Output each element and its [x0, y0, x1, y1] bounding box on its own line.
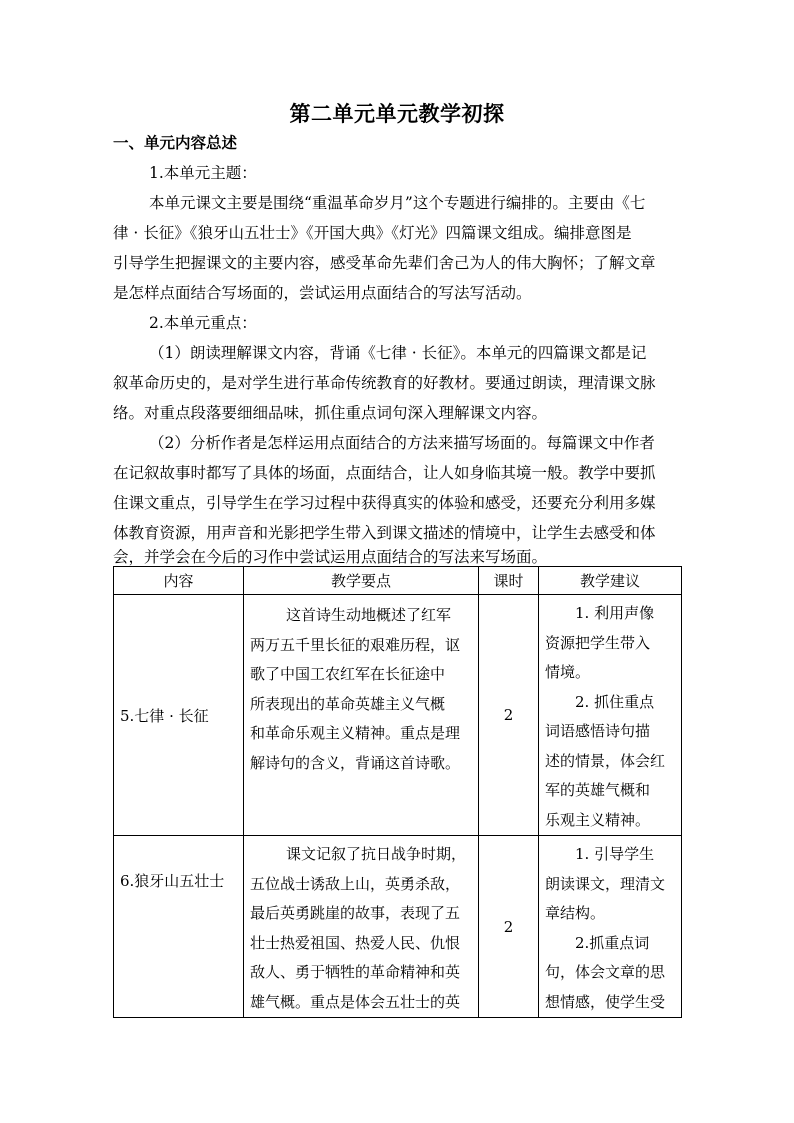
suggestion-line: 2.抓重点词 — [575, 933, 650, 952]
key1-line: 络。对重点段落要细细品味，抓住重点词句深入理解课文内容。 — [113, 404, 548, 422]
table-row — [114, 836, 682, 1018]
page-title: 第二单元单元教学初探 — [289, 101, 505, 126]
points-line: 两万五千里长征的艰难历程，讴 — [250, 635, 461, 654]
suggestion-line: 想情感，使学生受 — [545, 992, 666, 1011]
key2-line: 在记叙故事时都写了具体的场面，点面结合，让人如身临其境一般。教学中要抓 — [113, 464, 656, 482]
key2-line: （2）分析作者是怎样运用点面结合的方法来描写场面的。每篇课文中作者 — [149, 434, 655, 452]
key2-line: 住课文重点，引导学生在学习过程中获得真实的体验和感受，还要充分利用多媒 — [113, 494, 656, 512]
key2-line: 体教育资源，用声音和光影把学生带入到课文描述的情境中，让学生去感受和体 — [113, 524, 656, 542]
points-line: 壮士热爱祖国、热爱人民、仇恨 — [250, 933, 461, 952]
teaching-points — [244, 836, 479, 1018]
suggestion-line: 词语感悟诗句描 — [545, 722, 651, 740]
lesson-hours: 2 — [479, 836, 539, 1018]
points-line: 和革命乐观主义精神。重点是理 — [250, 724, 461, 742]
suggestion-line: 朗读课文，理清文 — [545, 874, 666, 893]
table-header-row — [114, 567, 682, 595]
suggestion-line: 句，体会文章的思 — [545, 963, 666, 981]
key1-line: （1）朗读理解课文内容，背诵《七律 · 长征》。本单元的四篇课文都是记 — [149, 344, 647, 362]
suggestion-line: 情境。 — [545, 663, 591, 681]
theme-heading: 1.本单元主题： — [149, 164, 257, 182]
suggestion-line: 2. 抓住重点 — [575, 692, 655, 711]
lesson-name: 6.狼牙山五壮士 — [114, 836, 244, 1018]
key2-line: 会，并学会在今后的习作中尝试运用点面结合的写法来写场面。 — [113, 548, 548, 566]
header-content: 内容 — [114, 567, 244, 595]
suggestion-line: 乐观主义精神。 — [545, 810, 651, 829]
teaching-plan-table — [113, 566, 682, 1018]
theme-line: 是怎样点面结合写场面的，尝试运用点面结合的写法写活动。 — [113, 284, 532, 302]
theme-line: 引导学生把握课文的主要内容，感受革命先辈们舍己为人的伟大胸怀；了解文章 — [113, 254, 656, 272]
points-line: 这首诗生动地概述了红军 — [286, 606, 452, 624]
points-line: 解诗句的含义，背诵这首诗歌。 — [250, 753, 461, 772]
header-hours: 课时 — [479, 567, 539, 595]
theme-line: 律 · 长征》《狼牙山五壮士》《开国大典》《灯光》四篇课文组成。编排意图是 — [113, 224, 632, 242]
points-line: 最后英勇跳崖的故事，表现了五 — [250, 904, 461, 922]
points-line: 敌人、勇于牺牲的革命精神和英 — [250, 963, 461, 981]
lesson-hours: 2 — [479, 595, 539, 836]
header-suggestions: 教学建议 — [539, 567, 682, 595]
suggestion-line: 1. 引导学生 — [575, 845, 655, 863]
key-heading: 2.本单元重点： — [149, 314, 257, 332]
teaching-suggestions — [539, 595, 682, 836]
points-line: 课文记叙了抗日战争时期， — [286, 845, 467, 863]
suggestion-line: 1. 利用声像 — [575, 604, 655, 622]
points-line: 歌了中国工农红军在长征途中 — [250, 665, 446, 683]
points-line: 五位战士诱敌上山，英勇杀敌， — [250, 874, 461, 893]
points-line: 雄气概。重点是体会五壮士的英 — [250, 992, 461, 1011]
header-points: 教学要点 — [244, 567, 479, 595]
theme-line: 本单元课文主要是围绕“重温革命岁月”这个专题进行编排的。主要由《七 — [149, 194, 646, 212]
key1-line: 叙革命历史的，是对学生进行革命传统教育的好教材。要通过朗读，理清课文脉 — [113, 374, 656, 392]
table-row — [114, 595, 682, 836]
section-heading: 一、单元内容总述 — [113, 133, 238, 152]
lesson-name: 5.七律 · 长征 — [114, 595, 244, 836]
suggestion-line: 述的情景，体会红 — [545, 751, 666, 770]
teaching-points — [244, 595, 479, 836]
suggestion-line: 章结构。 — [545, 904, 606, 922]
points-line: 所表现出的革命英雄主义气概 — [250, 694, 446, 713]
teaching-suggestions — [539, 836, 682, 1018]
suggestion-line: 资源把学生带入 — [545, 633, 651, 652]
suggestion-line: 军的英雄气概和 — [545, 781, 651, 799]
